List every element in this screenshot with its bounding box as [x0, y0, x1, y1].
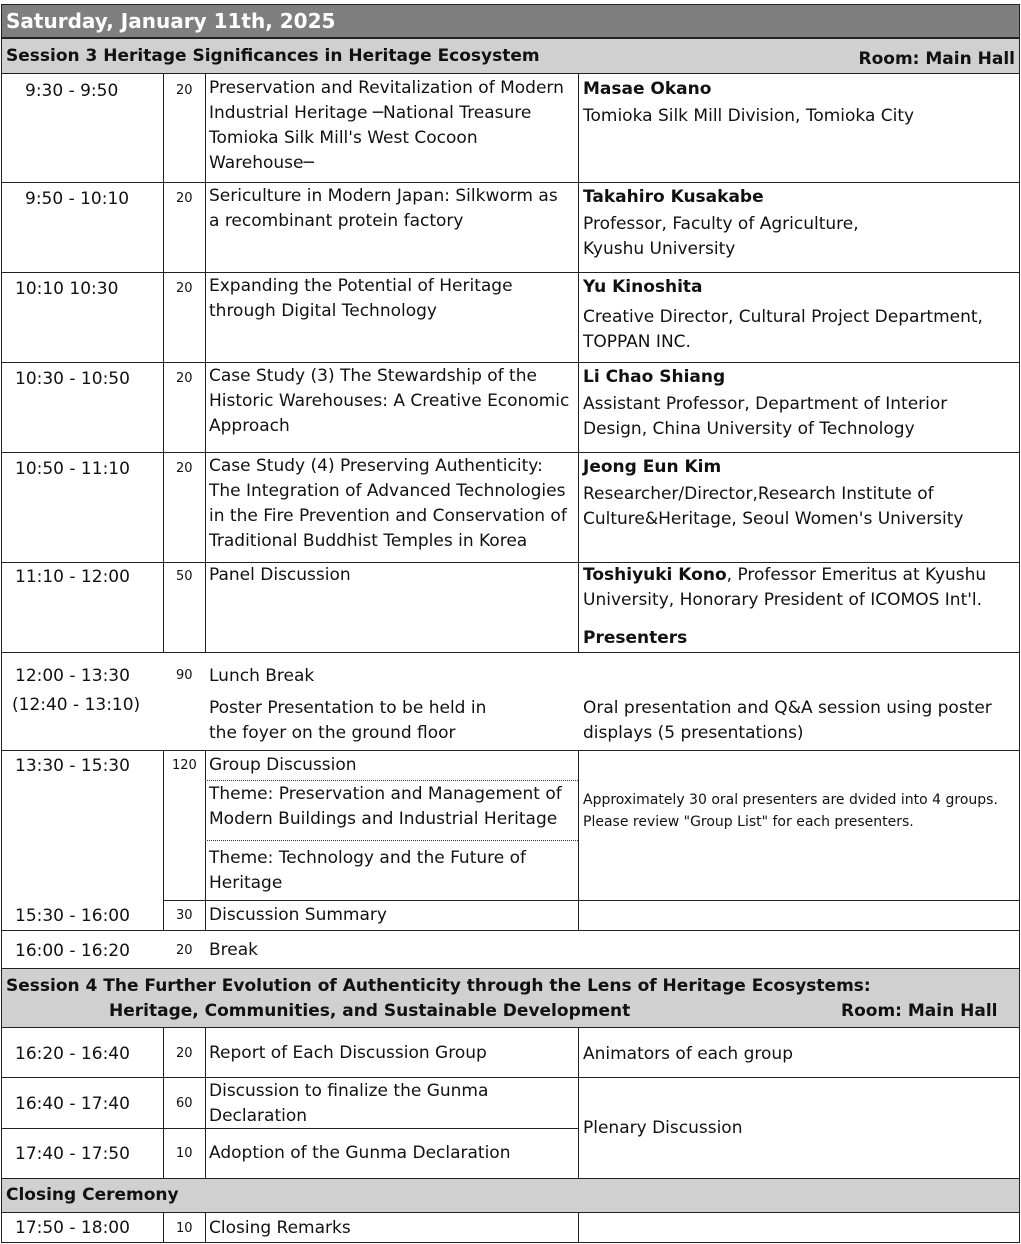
row-title-line: Approach	[209, 416, 290, 436]
row-title-line: Warehouse─	[209, 153, 314, 173]
poster-note-1: Oral presentation and Q&A session using poster	[583, 698, 992, 718]
panel-speaker: Toshiyuki Kono	[583, 565, 727, 585]
grid-line	[163, 74, 164, 652]
grid-line	[205, 1213, 206, 1243]
row-duration: 20	[176, 83, 193, 98]
session4-title-1: Session 4 The Further Evolution of Authenticity through the Lens of Heritage Ecosystems:	[6, 976, 871, 996]
speaker-name: Masae Okano	[583, 79, 712, 99]
report-time: 16:20 - 16:40	[15, 1044, 130, 1064]
speaker-affiliation: Assistant Professor, Department of Interior	[583, 394, 948, 414]
session4-title-2: Heritage, Communities, and Sustainable Development	[109, 1001, 631, 1021]
group-note-1: Approximately 30 oral presenters are dvided into 4 groups.	[583, 792, 998, 808]
grid-line	[205, 1028, 206, 1178]
theme1-line-1: Theme: Preservation and Management of	[209, 784, 562, 804]
group-title: Group Discussion	[209, 755, 357, 775]
group-time: 13:30 - 15:30	[15, 756, 130, 776]
session3-header	[1, 38, 1020, 74]
adoption-duration: 10	[176, 1146, 193, 1161]
session3-room: Room: Main Hall	[858, 49, 1015, 69]
break-time: 16:00 - 16:20	[15, 941, 130, 961]
poster-line-2: the foyer on the ground floor	[209, 723, 456, 743]
grid-line	[1, 362, 1020, 363]
report-duration: 20	[176, 1046, 193, 1061]
grid-line	[1, 182, 1020, 183]
grid-line	[1, 930, 1020, 931]
grid-line	[578, 1028, 579, 1178]
speaker-affiliation: Professor, Faculty of Agriculture,	[583, 214, 859, 234]
speaker-affiliation: Culture&Heritage, Seoul Women's University	[583, 509, 964, 529]
finalize-duration: 60	[176, 1096, 193, 1111]
dotted-divider	[205, 840, 578, 841]
panel-duration: 50	[176, 569, 193, 584]
grid-line	[163, 1028, 164, 1178]
summary-duration: 30	[176, 908, 193, 923]
session3-title: Session 3 Heritage Significances in Heritage Ecosystem	[6, 46, 540, 66]
grid-line	[1, 1077, 1020, 1078]
dotted-divider	[205, 780, 578, 781]
lunch-title: Lunch Break	[209, 666, 315, 686]
day-header	[1, 4, 1020, 38]
speaker-name: Yu Kinoshita	[583, 277, 703, 297]
row-duration: 20	[176, 281, 193, 296]
adoption-time: 17:40 - 17:50	[15, 1144, 130, 1164]
group-duration: 120	[172, 758, 197, 773]
row-duration: 20	[176, 371, 193, 386]
row-title-line: Historic Warehouses: A Creative Economic	[209, 391, 570, 411]
row-time: 10:10 10:30	[15, 279, 119, 299]
grid-line	[163, 1213, 164, 1243]
panel-presenters: Presenters	[583, 628, 688, 648]
grid-line	[1019, 1028, 1020, 1178]
lunch-time: 12:00 - 13:30	[15, 666, 130, 686]
day-title: Saturday, January 11th, 2025	[6, 9, 336, 33]
row-title-line: The Integration of Advanced Technologies	[209, 481, 566, 501]
grid-line	[1, 1242, 1020, 1243]
row-title-line: Case Study (4) Preserving Authenticity:	[209, 456, 543, 476]
grid-line	[1019, 1213, 1020, 1243]
row-title-line: Expanding the Potential of Heritage	[209, 276, 513, 296]
break-title: Break	[209, 940, 258, 960]
row-duration: 20	[176, 191, 193, 206]
row-time: 9:50 - 10:10	[25, 189, 130, 209]
row-title-line: through Digital Technology	[209, 301, 437, 321]
grid-line	[1019, 74, 1020, 968]
speaker-name: Li Chao Shiang	[583, 367, 726, 387]
speaker-affiliation: Kyushu University	[583, 239, 736, 259]
grid-line	[163, 750, 164, 930]
poster-note-2: displays (5 presentations)	[583, 723, 804, 743]
speaker-affiliation: Researcher/Director,Research Institute of	[583, 484, 934, 504]
summary-time: 15:30 - 16:00	[15, 906, 130, 926]
closing-title: Closing Ceremony	[6, 1185, 179, 1205]
row-title-line: Case Study (3) The Stewardship of the	[209, 366, 537, 386]
panel-affil-1: , Professor Emeritus at Kyushu	[726, 565, 987, 585]
grid-line	[1, 652, 1020, 653]
panel-speaker-line	[583, 563, 986, 588]
closing-time: 17:50 - 18:00	[15, 1218, 130, 1238]
poster-time: (12:40 - 13:10)	[12, 695, 141, 715]
grid-line	[578, 1213, 579, 1243]
session4-header	[1, 968, 1020, 1028]
speaker-name: Takahiro Kusakabe	[583, 187, 764, 207]
row-title-line: a recombinant protein factory	[209, 211, 464, 231]
row-time: 10:30 - 10:50	[15, 369, 130, 389]
adoption-title: Adoption of the Gunma Declaration	[209, 1143, 511, 1163]
row-title-line: Tomioka Silk Mill's West Cocoon	[209, 128, 478, 148]
summary-title: Discussion Summary	[209, 905, 387, 925]
grid-line	[1, 74, 2, 968]
report-note: Animators of each group	[583, 1044, 793, 1064]
plenary-note: Plenary Discussion	[583, 1118, 743, 1138]
panel-affil-2: University, Honorary President of ICOMOS Int'l.	[583, 590, 983, 610]
closing-duration: 10	[176, 1221, 193, 1236]
grid-line	[1, 750, 1020, 751]
speaker-name: Jeong Eun Kim	[583, 457, 722, 477]
report-title: Report of Each Discussion Group	[209, 1043, 487, 1063]
grid-line	[578, 74, 579, 652]
grid-line	[1, 272, 1020, 273]
speaker-affiliation: Design, China University of Technology	[583, 419, 915, 439]
grid-line	[1, 1213, 2, 1243]
group-note-2: Please review "Group List" for each presenters.	[583, 814, 914, 830]
theme2-line-1: Theme: Technology and the Future of	[209, 848, 527, 868]
grid-line	[1, 452, 1020, 453]
row-title-line: Traditional Buddhist Temples in Korea	[209, 531, 528, 551]
finalize-title-2: Declaration	[209, 1106, 308, 1126]
break-duration: 20	[176, 943, 193, 958]
row-time: 9:30 - 9:50	[25, 81, 119, 101]
speaker-affiliation: TOPPAN INC.	[583, 332, 691, 352]
panel-title: Panel Discussion	[209, 565, 351, 585]
theme2-line-2: Heritage	[209, 873, 283, 893]
speaker-affiliation: Creative Director, Cultural Project Department,	[583, 307, 983, 327]
poster-line-1: Poster Presentation to be held in	[209, 698, 487, 718]
lunch-duration: 90	[176, 668, 193, 683]
speaker-affiliation: Tomioka Silk Mill Division, Tomioka City	[583, 106, 915, 126]
row-title-line: Industrial Heritage ─National Treasure	[209, 103, 532, 123]
row-duration: 20	[176, 461, 193, 476]
finalize-time: 16:40 - 17:40	[15, 1094, 130, 1114]
row-title-line: in the Fire Prevention and Conservation of	[209, 506, 567, 526]
session4-room: Room: Main Hall	[841, 1001, 998, 1021]
row-title-line: Sericulture in Modern Japan: Silkworm as	[209, 186, 558, 206]
panel-time: 11:10 - 12:00	[15, 567, 130, 587]
grid-line	[578, 750, 579, 930]
grid-line	[1, 1028, 2, 1178]
grid-line	[205, 74, 206, 652]
closing-header	[1, 1178, 1020, 1213]
row-title-line: Preservation and Revitalization of Modern	[209, 78, 564, 98]
finalize-title-1: Discussion to finalize the Gunma	[209, 1081, 489, 1101]
grid-line	[163, 900, 1020, 901]
closing-item: Closing Remarks	[209, 1218, 351, 1238]
theme1-line-2: Modern Buildings and Industrial Heritage	[209, 809, 558, 829]
row-time: 10:50 - 11:10	[15, 459, 130, 479]
